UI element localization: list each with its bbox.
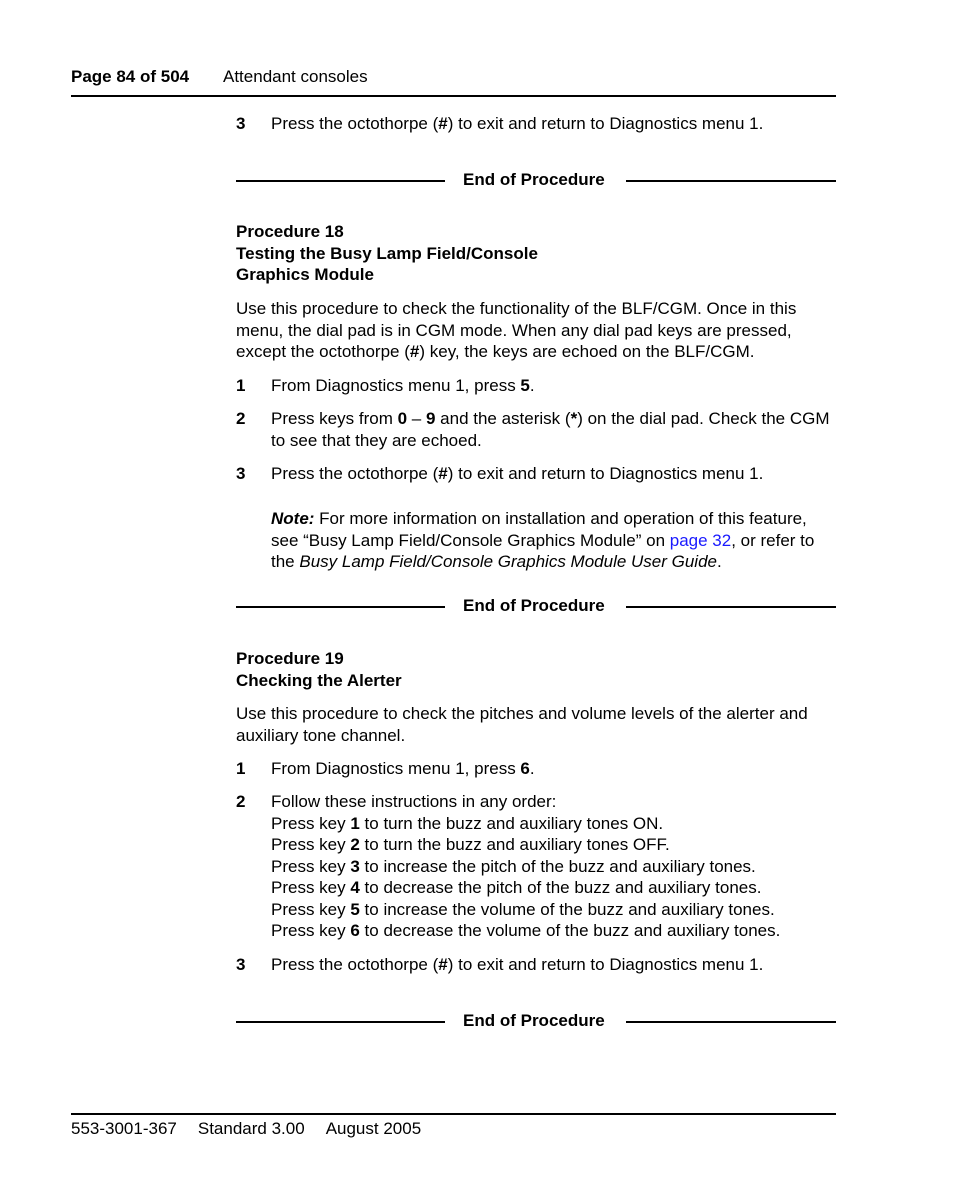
step-text: Press keys from 0 – 9 and the asterisk (*) on the dial pad. Check the CGM to see that they are echoed.	[271, 409, 830, 450]
step-text: From Diagnostics menu 1, press 6.	[271, 759, 535, 778]
end-of-procedure-label: End of Procedure	[463, 596, 605, 615]
end-of-procedure-divider	[236, 1010, 836, 1032]
procedure-18-heading	[236, 221, 836, 286]
step-text: Press the octothorpe (#) to exit and return to Diagnostics menu 1.	[271, 464, 764, 483]
procedure-18-note: Note: For more information on installation and operation of this feature, see “Busy Lamp Field/Console Graphics Module” on page 32, or refer to the Busy Lamp Field/Console Graphics Module User Guide.	[271, 509, 815, 571]
divider-line-right	[626, 180, 836, 182]
step-lead: Follow these instructions in any order:	[271, 792, 557, 811]
end-of-procedure-divider	[236, 169, 836, 191]
document-number: 553-3001-367	[71, 1119, 177, 1138]
instruction-line: Press key 2 to turn the buzz and auxiliary tones OFF.	[271, 835, 670, 854]
procedure-title-line-2: Graphics Module	[236, 265, 374, 284]
divider-line-right	[626, 606, 836, 608]
step-number: 3	[236, 114, 246, 133]
procedure-18-intro: Use this procedure to check the functionality of the BLF/CGM. Once in this menu, the dial pad is in CGM mode. When any dial pad keys are pressed, except the octothorpe (#) key, the keys are echoed on the BLF/CGM.	[236, 299, 797, 361]
procedure-title: Checking the Alerter	[236, 670, 402, 690]
step-number: 1	[236, 376, 246, 395]
end-of-procedure-label: End of Procedure	[463, 170, 605, 189]
instruction-line: Press key 3 to increase the pitch of the buzz and auxiliary tones.	[271, 856, 756, 876]
instruction-line: Press key 4 to decrease the pitch of the buzz and auxiliary tones.	[271, 878, 762, 897]
section-title: Attendant consoles	[223, 67, 368, 86]
step-number: 1	[236, 759, 246, 778]
procedure-19-intro: Use this procedure to check the pitches and volume levels of the alerter and auxiliary tone channel.	[236, 704, 808, 745]
footer-rule	[71, 1113, 836, 1115]
divider-line-left	[236, 180, 445, 182]
instruction-line: Press key 6 to decrease the volume of the buzz and auxiliary tones.	[271, 921, 781, 940]
divider-line-left	[236, 606, 445, 608]
step-number: 2	[236, 409, 246, 428]
header-rule	[71, 95, 836, 97]
procedure-19-heading	[236, 648, 836, 691]
step-text: Press the octothorpe (#) to exit and return to Diagnostics menu 1.	[271, 114, 764, 133]
page-number: Page 84 of 504	[71, 67, 190, 86]
end-of-procedure-divider	[236, 595, 836, 617]
divider-line-left	[236, 1021, 445, 1023]
divider-line-right	[626, 1021, 836, 1023]
end-of-procedure-label: End of Procedure	[463, 1011, 605, 1030]
publication-date: August 2005	[325, 1119, 422, 1138]
standard-version: Standard 3.00	[197, 1119, 305, 1138]
page-header	[71, 66, 368, 88]
page-32-link[interactable]: page 32	[669, 530, 732, 550]
instruction-line: Press key 5 to increase the volume of the buzz and auxiliary tones.	[271, 899, 775, 919]
page-footer	[71, 1118, 442, 1140]
procedure-number: Procedure 18	[236, 222, 344, 241]
step-number: 3	[236, 464, 246, 483]
step-text: From Diagnostics menu 1, press 5.	[271, 376, 535, 395]
note-label: Note:	[271, 509, 315, 528]
instruction-line: Press key 1 to turn the buzz and auxiliary tones ON.	[271, 813, 664, 833]
step-text: Press the octothorpe (#) to exit and return to Diagnostics menu 1.	[271, 955, 764, 974]
step-number: 2	[236, 792, 246, 811]
procedure-number: Procedure 19	[236, 649, 344, 668]
procedure-title-line-1: Testing the Busy Lamp Field/Console	[236, 243, 538, 263]
step-number: 3	[236, 955, 246, 974]
guide-title: Busy Lamp Field/Console Graphics Module User Guide	[299, 552, 717, 571]
step-text	[271, 791, 836, 942]
